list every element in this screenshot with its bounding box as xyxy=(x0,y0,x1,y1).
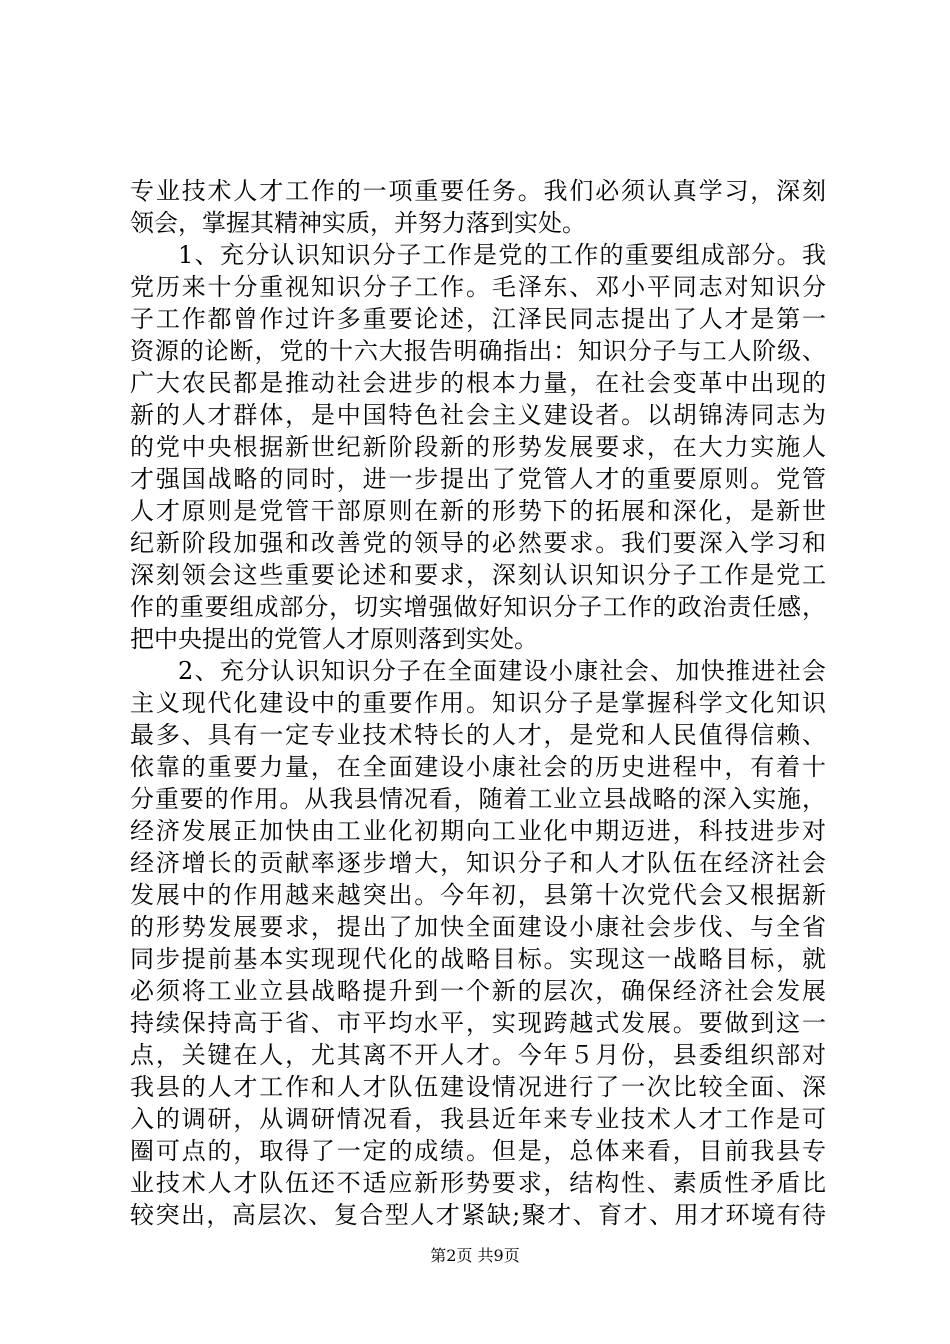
text-line: 人才原则是党管干部原则在新的形势下的拓展和深化，是新世 xyxy=(130,497,826,525)
text-line: 圈可点的，取得了一定的成绩。但是，总体来看，目前我县专 xyxy=(130,1137,826,1165)
text-line: 我县的人才工作和人才队伍建设情况进行了一次比较全面、深 xyxy=(130,1073,826,1101)
text-line: 经济增长的贡献率逐步增大，知识分子和人才队伍在经济社会 xyxy=(130,849,826,877)
text-line: 才强国战略的同时，进一步提出了党管人才的重要原则。党管 xyxy=(130,465,826,493)
text-line: 入的调研，从调研情况看，我县近年来专业技术人才工作是可 xyxy=(130,1105,826,1133)
text-line: 主义现代化建设中的重要作用。知识分子是掌握科学文化知识 xyxy=(130,689,826,717)
text-line: 子工作都曾作过许多重要论述，江泽民同志提出了人才是第一 xyxy=(130,305,826,333)
text-line: 必须将工业立县战略提升到一个新的层次，确保经济社会发展 xyxy=(130,977,826,1005)
text-line: 党历来十分重视知识分子工作。毛泽东、邓小平同志对知识分 xyxy=(130,273,826,301)
text-line: 2、充分认识知识分子在全面建设小康社会、加快推进社会 xyxy=(178,657,826,685)
text-line: 资源的论断，党的十六大报告明确指出：知识分子与工人阶级、 xyxy=(130,337,826,365)
text-line: 深刻领会这些重要论述和要求，深刻认识知识分子工作是党工 xyxy=(130,561,826,589)
text-line: 的形势发展要求，提出了加快全面建设小康社会步伐、与全省 xyxy=(130,913,826,941)
text-line: 1、充分认识知识分子工作是党的工作的重要组成部分。我 xyxy=(178,241,826,269)
text-line: 持续保持高于省、市平均水平，实现跨越式发展。要做到这一 xyxy=(130,1009,826,1037)
text-line: 同步提前基本实现现代化的战略目标。实现这一战略目标，就 xyxy=(130,945,826,973)
text-line: 广大农民都是推动社会进步的根本力量，在社会变革中出现的 xyxy=(130,369,826,397)
text-line: 点，关键在人，尤其离不开人才。今年５月份，县委组织部对 xyxy=(130,1041,826,1069)
text-line: 较突出，高层次、复合型人才紧缺;聚才、育才、用才环境有待 xyxy=(130,1201,826,1229)
text-line: 作的重要组成部分，切实增强做好知识分子工作的政治责任感， xyxy=(130,593,826,621)
text-line: 把中央提出的党管人才原则落到实处。 xyxy=(130,625,538,653)
paragraph xyxy=(130,175,826,239)
text-line: 新的人才群体，是中国特色社会主义建设者。以胡锦涛同志为 xyxy=(130,401,826,429)
text-line: 领会，掌握其精神实质，并努力落到实处。 xyxy=(130,209,586,237)
text-line: 经济发展正加快由工业化初期向工业化中期迈进，科技进步对 xyxy=(130,817,826,845)
text-line: 依靠的重要力量，在全面建设小康社会的历史进程中，有着十 xyxy=(130,753,826,781)
text-line: 纪新阶段加强和改善党的领导的必然要求。我们要深入学习和 xyxy=(130,529,826,557)
text-line: 业技术人才队伍还不适应新形势要求，结构性、素质性矛盾比 xyxy=(130,1169,826,1197)
paragraph xyxy=(130,655,826,1231)
text-line: 的党中央根据新世纪新阶段新的形势发展要求，在大力实施人 xyxy=(130,433,826,461)
document-body xyxy=(130,175,826,1231)
text-line: 发展中的作用越来越突出。今年初，县第十次党代会又根据新 xyxy=(130,881,826,909)
text-line: 分重要的作用。从我县情况看，随着工业立县战略的深入实施， xyxy=(130,785,826,813)
text-line: 最多、具有一定专业技术特长的人才，是党和人民值得信赖、 xyxy=(130,721,826,749)
paragraph xyxy=(130,239,826,655)
page-footer: 第2页 共9页 xyxy=(430,1246,520,1265)
text-line: 专业技术人才工作的一项重要任务。我们必须认真学习，深刻 xyxy=(130,177,826,205)
